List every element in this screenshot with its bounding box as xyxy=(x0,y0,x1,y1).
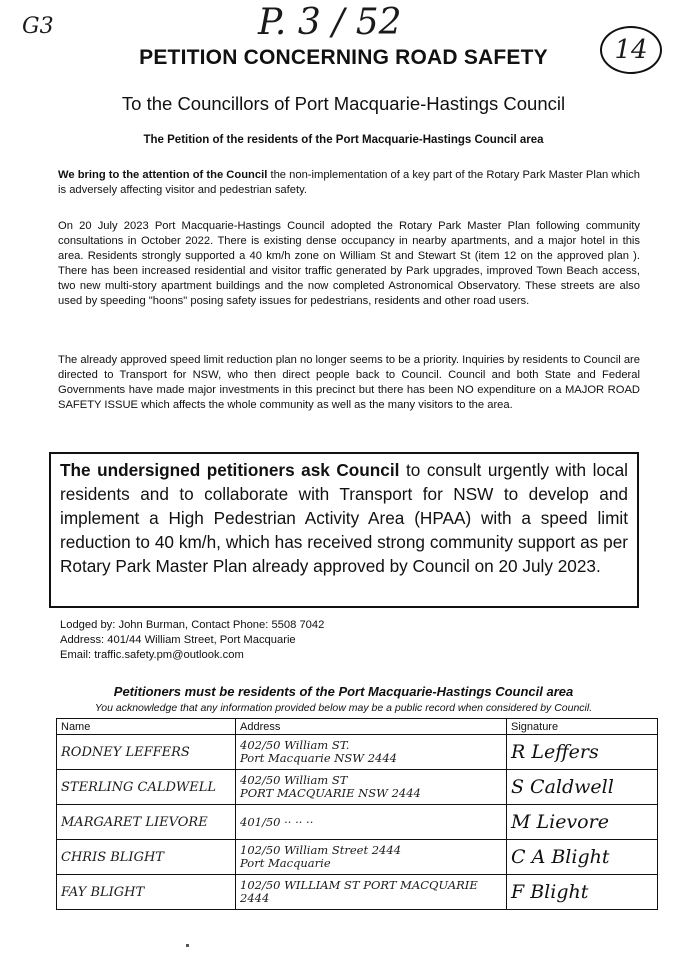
petition-request-box xyxy=(49,452,639,608)
table-header-row xyxy=(57,719,658,735)
circled-number: 14 xyxy=(600,26,662,74)
petitioner-signature: C A Blight xyxy=(507,840,658,875)
lodged-by-details xyxy=(60,618,324,663)
petitioner-name: RODNEY LEFFERS xyxy=(57,735,236,770)
petitioner-signature: M Lievore xyxy=(507,805,658,840)
petitioners-table xyxy=(56,718,658,910)
table-row xyxy=(57,735,658,770)
request-bold: The undersigned petitioners ask Council xyxy=(60,460,400,480)
petitioner-address xyxy=(236,875,507,910)
lodged-by-line: Lodged by: John Burman, Contact Phone: 5508 7042 xyxy=(60,619,325,631)
address-line: PORT MACQUARIE NSW 2444 xyxy=(240,786,421,800)
handwritten-page-number: P. 3 / 52 xyxy=(258,2,402,43)
intro-bold: We bring to the attention of the Council xyxy=(58,169,268,181)
column-header-name: Name xyxy=(57,719,236,735)
address-line: Port Macquarie NSW 2444 xyxy=(240,751,397,765)
petitioner-address xyxy=(236,770,507,805)
petitioner-name: FAY BLIGHT xyxy=(57,875,236,910)
lodged-address-line: Address: 401/44 William Street, Port Macquarie xyxy=(60,634,296,646)
address-line: 102/50 William Street 2444 xyxy=(240,843,402,857)
address-line: 402/50 William ST xyxy=(240,773,348,787)
address-line: 402/50 William ST. xyxy=(240,738,350,752)
address-line: Port Macquarie xyxy=(240,856,331,870)
scan-speck xyxy=(186,944,189,947)
petitioner-signature: R Leffers xyxy=(507,735,658,770)
background-paragraph: On 20 July 2023 Port Macquarie-Hastings Council adopted the Rotary Park Master Plan following community consultations in October 2022. There is existing dense occupancy in nearby apartments, and a major hotel in this area. Residents strongly supported a 40 km/h zone on William St and Stewart St (item 12 on the approved plan ). There has been increased residential and visitor traffic generated by Park upgrades, improved Town Beach access, two new multi-story apartment buildings and the now completed Astronomical Observatory. These streets are also used by speeding "hoons" posing safety issues for pedestrians, residents and other road users. xyxy=(58,220,640,307)
intro-text: the non-implementation of a key part of the Rotary Park Master Plan which is adversely affecting visitor and pedestrian safety. xyxy=(58,169,641,196)
addressee: To the Councillors of Port Macquarie-Hastings Council xyxy=(121,93,566,114)
issue-paragraph: The already approved speed limit reduction plan no longer seems to be a priority. Inquiries by residents to Council are directed to Transport for NSW, who then direct people back to Council. Council and both State and Federal Governments have made major investments in this precinct but there has been NO expenditure on a MAJOR ROAD SAFETY ISSUE which affects the whole community as well as the many visitors to the area. xyxy=(58,354,640,411)
lodged-email-line: Email: traffic.safety.pm@outlook.com xyxy=(60,649,244,661)
address-line: 102/50 WILLIAM ST PORT MACQUARIE 2444 xyxy=(240,878,478,905)
petitioner-name: STERLING CALDWELL xyxy=(57,770,236,805)
petitioner-address xyxy=(236,735,507,770)
subtitle: The Petition of the residents of the Port Macquarie-Hastings Council area xyxy=(143,134,544,146)
table-row xyxy=(57,875,658,910)
petitioners-heading: Petitioners must be residents of the Port Macquarie-Hastings Council area xyxy=(113,684,574,699)
petitioner-name: MARGARET LIEVORE xyxy=(57,805,236,840)
page-title: PETITION CONCERNING ROAD SAFETY xyxy=(139,46,548,69)
table-row xyxy=(57,770,658,805)
corner-note: G3 xyxy=(22,14,54,39)
petitioner-address xyxy=(236,840,507,875)
column-header-signature: Signature xyxy=(507,719,658,735)
public-record-notice: You acknowledge that any information provided below may be a public record when considered by Council. xyxy=(94,702,593,714)
request-text: to consult urgently with local residents and to collaborate with Transport for NSW to develop and implement a High Pedestrian Activity Area (HPAA) with a speed limit reduction to 40 km/h, which has received strong community support as per Rotary Park Master Plan already approved by Council on 20 July 2023. xyxy=(60,460,628,576)
petitioner-address xyxy=(236,805,507,840)
table-row xyxy=(57,805,658,840)
intro-paragraph xyxy=(58,168,640,198)
petitioner-signature: S Caldwell xyxy=(507,770,658,805)
address-line: 401/50 ·· ·· ·· xyxy=(240,814,314,829)
petitioner-signature: F Blight xyxy=(507,875,658,910)
table-row xyxy=(57,840,658,875)
petitioner-name: CHRIS BLIGHT xyxy=(57,840,236,875)
column-header-address: Address xyxy=(236,719,507,735)
